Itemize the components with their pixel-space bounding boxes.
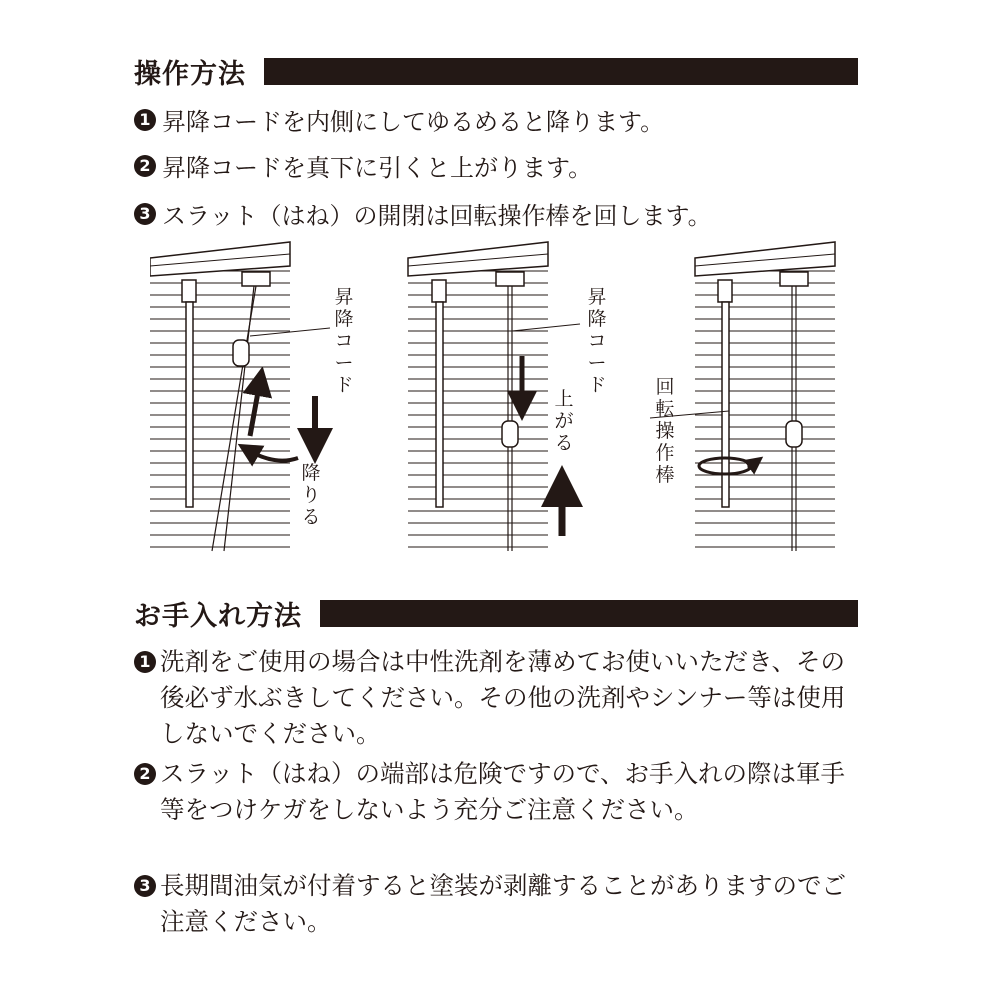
blind-diagram-tilting <box>650 242 835 551</box>
heading-bar <box>320 600 858 627</box>
operation-text-1: 昇降コードを内側にしてゆるめると降ります。 <box>162 108 665 136</box>
operation-item-1 <box>134 102 664 137</box>
operation-text-3: スラット（はね）の開閉は回転操作棒を回します。 <box>162 202 712 230</box>
care-item-1 <box>134 644 864 752</box>
down-label: 降りる <box>301 462 321 528</box>
care-item-2 <box>134 756 864 828</box>
care-title: お手入れ方法 <box>134 601 302 632</box>
care-text-1: 洗剤をご使用の場合は中性洗剤を薄めてお使いいただき、その後必ず水ぶきしてください。その他の洗剤やシンナー等は使用しないでください。 <box>160 647 846 748</box>
operation-heading <box>134 52 858 91</box>
number-badge: 1 <box>134 651 156 673</box>
care-text-3: 長期間油気が付着すると塗装が剥離することがありますのでご注意ください。 <box>160 871 846 936</box>
heading-bar <box>264 58 858 85</box>
cord-label-2: 昇降コード <box>587 286 607 396</box>
number-badge: 1 <box>134 109 156 131</box>
operation-title: 操作方法 <box>134 59 246 90</box>
care-heading <box>134 594 858 633</box>
operation-text-2: 昇降コードを真下に引くと上がります。 <box>162 154 593 182</box>
care-item-3 <box>134 868 864 940</box>
number-badge: 2 <box>134 763 156 785</box>
operation-item-3 <box>134 196 712 231</box>
up-label: 上がる <box>554 388 574 454</box>
number-badge: 3 <box>134 203 156 225</box>
rod-label: 回転操作棒 <box>655 376 675 486</box>
operation-item-2 <box>134 148 592 183</box>
number-badge: 2 <box>134 155 156 177</box>
cord-label-1: 昇降コード <box>334 286 354 396</box>
number-badge: 3 <box>134 875 156 897</box>
blind-illustrations <box>150 236 840 556</box>
care-text-2: スラット（はね）の端部は危険ですので、お手入れの際は軍手等をつけケガをしないよう充分ご注意ください。 <box>160 759 846 824</box>
